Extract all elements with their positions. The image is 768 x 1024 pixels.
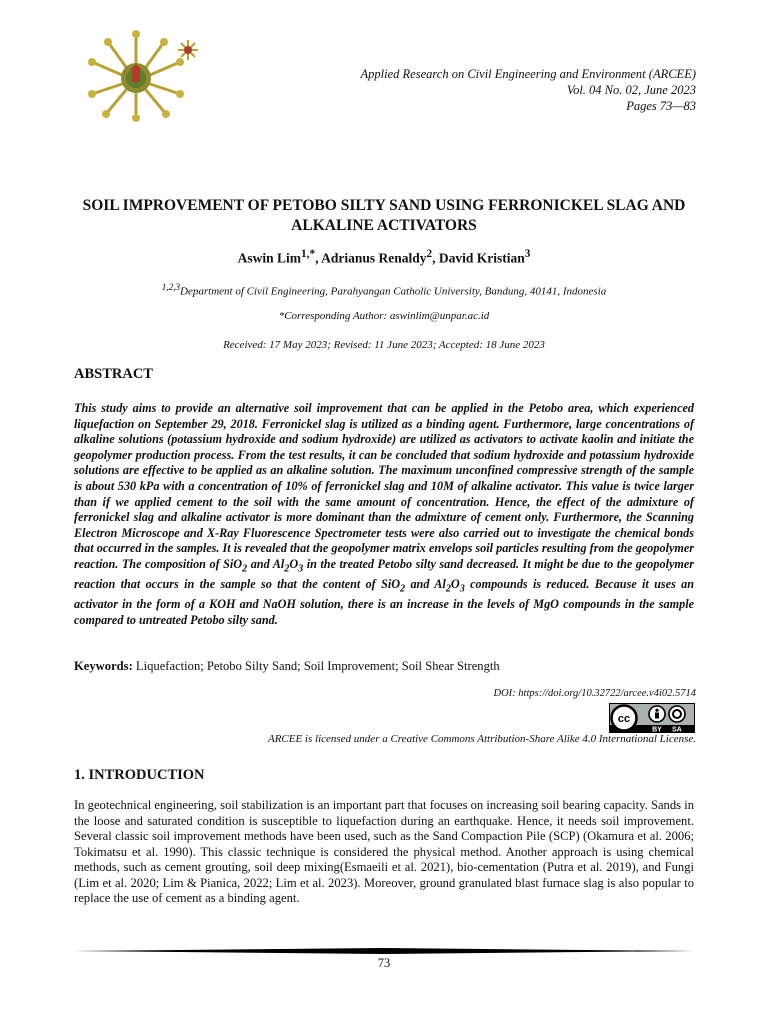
author-name: , Adrianus Renaldy	[315, 250, 427, 266]
journal-pages: Pages 73—83	[626, 99, 696, 113]
submission-dates: Received: 17 May 2023; Revised: 11 June 2023; Accepted: 18 June 2023	[223, 339, 545, 351]
affiliation	[60, 282, 708, 298]
journal-header	[361, 66, 696, 114]
journal-logo	[84, 26, 216, 122]
badge-sa-label: SA	[672, 726, 682, 733]
subscript: 3	[298, 563, 304, 575]
introduction-text: In geotechnical engineering, soil stabilization is an important part that focuses on increasing soil bearing capacity. Sands in the loose and saturated condition is susceptible to liquefaction during an earthquake. Hence, it needs soil improvement. Several classic soil improvement methods have been used, such as the Sand Compaction Pile (SCP) (Okamura et al. 2006; Tokimatsu et al. 1990). This classic technique is considered the physical method. Another approach is using chemical methods, such as cement grouting, soil deep mixing(Esmaeili et al. 2021), bio-cementation (Putra et al. 2019), and Fungi (Lim et al. 2020; Lim & Pianica, 2022; Lim et al. 2023). Moreover, ground granulated blast furnace slag is also popular to replace the use of cement as a binding agent.	[74, 798, 694, 905]
sa-icon	[669, 706, 685, 722]
subscript: 2	[284, 563, 290, 575]
abstract-part: O	[289, 556, 299, 571]
abstract-text	[74, 401, 694, 628]
cc-by-sa-badge[interactable]	[609, 703, 695, 733]
corresponding-author: *Corresponding Author: aswinlim@unpar.ac.id	[278, 310, 490, 322]
abstract-part: This study aims to provide an alternative soil improvement that can be applied in the Petobo area, which experienced liquefaction on September 29, 2018. Ferronickel slag is utilized as a binding agent. Furthermore, large concentrations of alkaline solutions (potassium hydroxide and sodium hydroxide) are utilized as activators to activate kaolin and initiate the geopolymer production process. From the test results, it can be concluded that sodium hydroxide and potassium hydroxide solutions are effective to be applied as an alkaline solution. The maximum unconfined compressive strength of the sample is about 530 kPa with a concentration of 10% of ferronickel slag and 10M of alkaline activator. This value is twice larger than if we applied cement to the soil with the same amount of concentration. Hence, the effect of the admixture of ferronickel slag and alkaline activator is more dominant than the admixture of cement only. Furthermore, the Scanning Electron Microscope and X-Ray Fluorescence Spectrometer tests were also carried out to investigate the chemical bonds that occurred in the samples. It is revealed that the geopolymer matrix envelops soil particles resulting from the geopolymer reaction. The composition of SiO	[74, 401, 694, 571]
author-name: Aswin Lim	[237, 250, 301, 266]
badge-by-label: BY	[652, 726, 662, 733]
author-name: , David Kristian	[432, 250, 525, 266]
author-sup: 2	[426, 248, 433, 260]
subscript: 2	[400, 583, 406, 595]
keywords	[74, 659, 694, 674]
author-sup: 3	[524, 248, 531, 260]
license-text: ARCEE is licensed under a Creative Commons Attribution-Share Alike 4.0 International License.	[267, 733, 696, 745]
author-sup: 1,*	[301, 248, 316, 260]
author-list	[60, 248, 708, 267]
abstract-part: and Al	[247, 556, 285, 571]
keywords-text: Liquefaction; Petobo Silty Sand; Soil Improvement; Soil Shear Strength	[132, 659, 500, 673]
affiliation-text: Department of Civil Engineering, Parahyangan Catholic University, Bandung, 40141, Indonesia	[180, 285, 607, 298]
introduction-heading: 1. INTRODUCTION	[74, 767, 205, 783]
keywords-label: Keywords:	[74, 659, 133, 673]
abstract-part: compounds is reduced. Because it uses an activator in the form of a KOH and NaOH solution, there is an increase in the levels of MgO compounds in the sample compared to untreated Petobo silty sand.	[74, 576, 695, 627]
paper-title: SOIL IMPROVEMENT OF PETOBO SILTY SAND USING FERRONICKEL SLAG AND ALKALINE ACTIVATORS	[82, 197, 686, 234]
abstract-heading: ABSTRACT	[74, 366, 153, 382]
journal-volume: Vol. 04 No. 02, June 2023	[566, 83, 696, 97]
page-number: 73	[377, 956, 391, 970]
abstract-part: in the treated Petobo silty sand decreased. It might be due to the geopolymer reaction that occurs in the sample so that the content of SiO	[74, 556, 694, 591]
svg-text:cc: cc	[617, 713, 631, 725]
subscript: 2	[242, 563, 248, 575]
subscript: 3	[459, 583, 465, 595]
subscript: 2	[445, 583, 451, 595]
doi-link[interactable]: DOI: https://doi.org/10.32722/arcee.v4i02.5714	[493, 688, 696, 699]
journal-name: Applied Research on Civil Engineering and Environment (ARCEE)	[360, 67, 696, 81]
affiliation-sup: 1,2,3	[161, 282, 181, 292]
abstract-part: and Al	[405, 576, 446, 591]
abstract-part: O	[450, 576, 460, 591]
